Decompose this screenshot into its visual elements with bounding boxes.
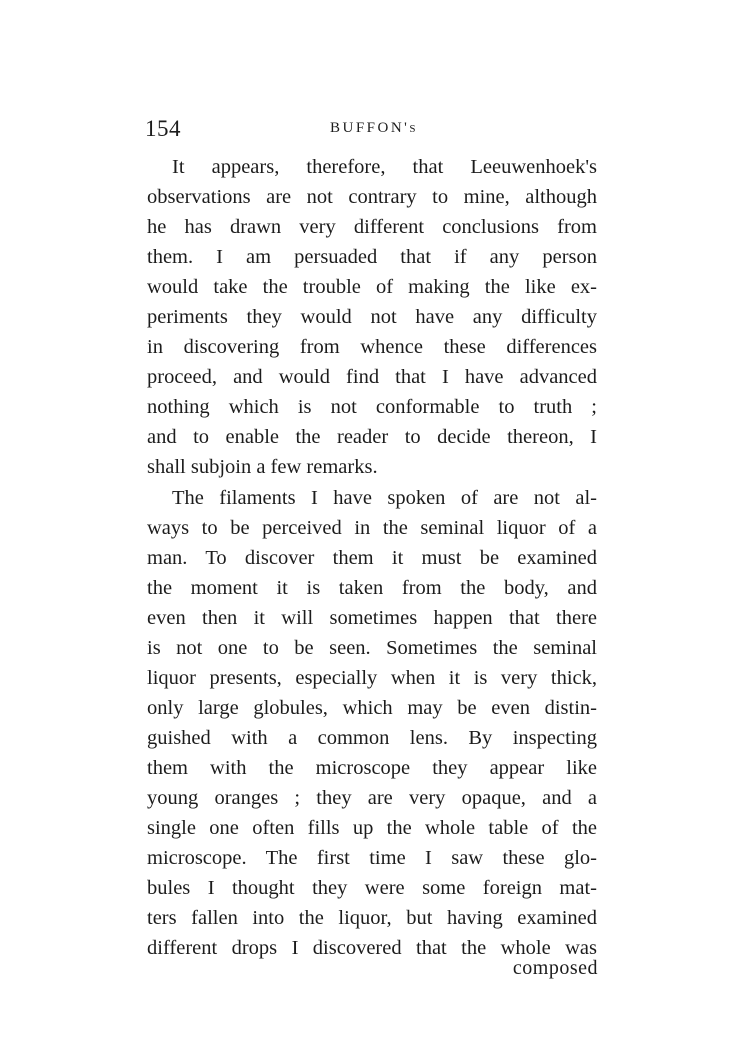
text-line: would take the trouble of making the like ex- xyxy=(147,276,597,298)
text-line: only large globules, which may be even distin- xyxy=(147,697,597,719)
text-line: them with the microscope they appear like xyxy=(147,757,597,779)
text-line: he has drawn very different conclusions from xyxy=(147,216,597,238)
text-line: ters fallen into the liquor, but having examined xyxy=(147,907,597,929)
text-line: and to enable the reader to decide thereon, I xyxy=(147,426,597,448)
running-head: BUFFON's xyxy=(330,120,419,136)
text-line: man. To discover them it must be examined xyxy=(147,547,597,569)
text-line: is not one to be seen. Sometimes the seminal xyxy=(147,637,597,659)
paragraph-2 xyxy=(147,483,597,963)
catchword: composed xyxy=(512,957,598,979)
text-line: young oranges ; they are very opaque, and a xyxy=(147,787,597,809)
text-line: periments they would not have any difficulty xyxy=(147,306,597,328)
text-line: even then it will sometimes happen that there xyxy=(147,607,597,629)
text-line: in discovering from whence these differences xyxy=(147,336,597,358)
page-header xyxy=(145,116,595,146)
text-line: ways to be perceived in the seminal liquor of a xyxy=(147,517,597,539)
text-line: shall subjoin a few remarks. xyxy=(147,456,378,478)
text-line: microscope. The first time I saw these glo- xyxy=(147,847,597,869)
text-line: them. I am persuaded that if any person xyxy=(147,246,597,268)
text-line: bules I thought they were some foreign mat- xyxy=(147,877,597,899)
page-number: 154 xyxy=(145,116,181,141)
text-line: the moment it is taken from the body, and xyxy=(147,577,597,599)
text-line: observations are not contrary to mine, although xyxy=(147,186,597,208)
body-text xyxy=(147,152,597,963)
text-line: nothing which is not conformable to truth ; xyxy=(147,396,597,418)
text-line: It appears, therefore, that Leeuwenhoek's xyxy=(172,156,597,178)
paragraph-1 xyxy=(147,152,597,482)
text-line: The filaments I have spoken of are not al- xyxy=(172,487,597,509)
text-line: different drops I discovered that the whole was xyxy=(147,937,597,959)
text-line: liquor presents, especially when it is very thick, xyxy=(147,667,597,689)
text-line: guished with a common lens. By inspecting xyxy=(147,727,597,749)
text-line: single one often fills up the whole table of the xyxy=(147,817,597,839)
text-line: proceed, and would find that I have advanced xyxy=(147,366,597,388)
